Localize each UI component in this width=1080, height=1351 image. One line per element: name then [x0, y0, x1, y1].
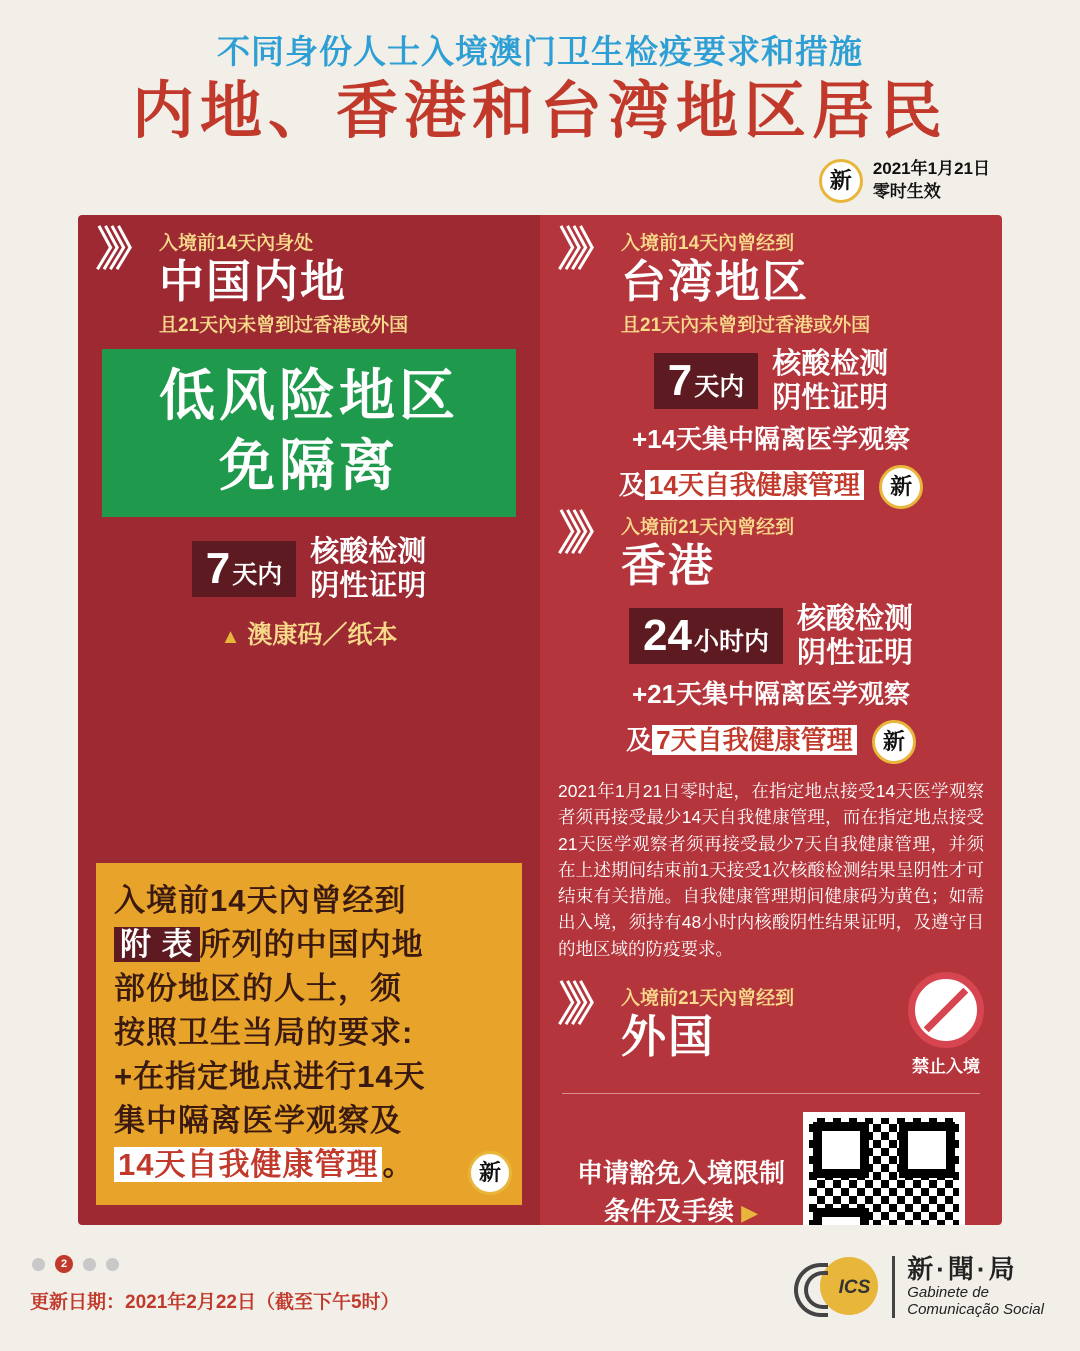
appendix-t6: 集中隔离医学观察及	[114, 1103, 402, 1139]
content-panels	[78, 215, 1002, 1225]
arrow-right-icon: ▶	[741, 1199, 759, 1225]
appendix-chip: 附 表	[114, 927, 200, 962]
appendix-t3: 部份地区的人士，须	[114, 971, 402, 1007]
hongkong-days-chip	[629, 608, 783, 664]
mainland-heading	[95, 223, 522, 337]
hongkong-self-health-line	[558, 720, 984, 764]
chevron-right-icon: 》》	[557, 978, 608, 1030]
hongkong-self-health-prefix: 及	[626, 724, 653, 755]
taiwan-region-name: 台湾地区	[621, 256, 810, 308]
mainland-test-label	[310, 535, 426, 603]
taiwan-self-health-highlight: 14天自我健康管理	[645, 470, 864, 500]
hongkong-heading	[557, 507, 984, 592]
panel-taiwan-hk-foreign	[540, 215, 1002, 1225]
taiwan-pre-label: 入境前14天內曾经到	[621, 233, 795, 255]
taiwan-heading	[557, 223, 984, 337]
mainland-days-unit: 天内	[232, 561, 283, 590]
mainland-test-line1: 核酸检测	[310, 536, 427, 569]
foreign-region-name: 外国	[621, 1010, 716, 1062]
exemption-qr-row	[558, 1112, 984, 1226]
taiwan-quarantine-line: +14天集中隔离医学观察	[631, 424, 911, 455]
foreign-heading	[557, 978, 795, 1063]
hongkong-quarantine-line: +21天集中隔离医学观察	[631, 679, 911, 710]
triangle-icon: ▲	[220, 626, 241, 649]
logo-divider	[892, 1256, 895, 1318]
appendix-notice-box	[96, 863, 522, 1205]
logo	[794, 1251, 1044, 1323]
hongkong-pre-label: 入境前21天內曾经到	[621, 517, 795, 539]
foreign-section	[558, 972, 984, 1077]
taiwan-test-line1: 核酸检测	[772, 348, 889, 381]
taiwan-note: 且21天內未曾到过香港或外国	[621, 315, 871, 337]
qr-code-icon[interactable]	[803, 1112, 965, 1226]
mainland-days-number: 7	[205, 544, 231, 594]
chevron-right-icon: 》》	[557, 507, 608, 560]
hongkong-test-label	[797, 602, 913, 670]
header	[0, 0, 1080, 203]
exemption-line2	[577, 1193, 785, 1226]
page-title: 内地、香港和台湾地区居民	[131, 77, 948, 147]
hongkong-new-badge-icon: 新	[872, 720, 916, 764]
mainland-region-name: 中国内地	[159, 256, 348, 308]
appendix-notice-text	[114, 879, 504, 1187]
logo-mark-icon	[794, 1251, 880, 1323]
green-line-2: 免隔离	[219, 434, 399, 498]
policy-paragraph: 2021年1月21日零时起，在指定地点接受14天医学观察者须再接受最少14天自我健康管理，而在指定地点接受21天医学观察者须再接受最少7天自我健康管理，并须在上述期间结束前1天接受1次核酸检测结果呈阴性才可结束有关措施。自我健康管理期间健康码为黄色；如需出入境，须持有48小时内核酸阴性结果证明，及遵守目的地区域的防疫要求。	[558, 781, 984, 959]
health-code-line	[96, 615, 522, 651]
taiwan-new-badge-icon: 新	[879, 465, 923, 509]
taiwan-test-requirement	[558, 347, 984, 415]
page-dot[interactable]	[83, 1258, 96, 1271]
appendix-highlight: 14天自我健康管理	[114, 1147, 382, 1182]
effective-date-line1: 2021年1月21日	[872, 158, 990, 178]
taiwan-self-health-prefix: 及	[618, 470, 645, 501]
mainland-test-line2: 阴性证明	[310, 570, 427, 603]
logo-text	[907, 1255, 1044, 1318]
low-risk-no-quarantine-box	[102, 349, 516, 517]
mainland-test-requirement	[96, 535, 522, 603]
taiwan-test-label	[772, 347, 888, 415]
no-entry-label: 禁止入境	[912, 1056, 980, 1076]
appendix-t1: 入境前14天內曾经到	[114, 883, 407, 919]
appendix-t4: 按照卫生当局的要求:	[114, 1015, 414, 1051]
effective-date-text	[873, 158, 990, 204]
page-subtitle: 不同身份人士入境澳门卫生检疫要求和措施	[217, 33, 863, 70]
hongkong-self-health-highlight: 7天自我健康管理	[652, 725, 856, 755]
logo-text-pt-line1: Gabinete de	[907, 1284, 989, 1302]
taiwan-self-health-line	[558, 465, 984, 509]
logo-text-cn: 新·聞·局	[907, 1254, 1018, 1285]
hongkong-days-unit: 小时内	[693, 628, 769, 657]
logo-ics-text: ICS	[838, 1277, 871, 1298]
health-code-text: 澳康码／纸本	[247, 621, 398, 650]
page-dot[interactable]	[106, 1258, 119, 1271]
page-indicator	[32, 1255, 119, 1273]
hongkong-region-name: 香港	[621, 540, 716, 592]
page-dot[interactable]	[32, 1258, 45, 1271]
logo-text-pt-line2: Comunicação Social	[907, 1301, 1044, 1319]
exemption-line1: 申请豁免入境限制	[576, 1158, 785, 1189]
appendix-t5: +在指定地点进行14天	[114, 1059, 426, 1095]
taiwan-days-number: 7	[667, 356, 693, 406]
updated-date: 更新日期：2021年2月22日（截至下午5时）	[30, 1292, 400, 1313]
orange-new-badge-icon: 新	[468, 1151, 512, 1195]
hongkong-test-requirement	[558, 602, 984, 670]
exemption-text	[577, 1155, 785, 1225]
hongkong-test-line2: 阴性证明	[796, 637, 913, 670]
chevron-right-icon: 》》	[95, 223, 146, 276]
hongkong-days-number: 24	[643, 611, 692, 661]
mainland-note: 且21天內未曾到过香港或外国	[159, 315, 409, 337]
panel-mainland	[78, 215, 540, 1225]
mainland-pre-label: 入境前14天內身处	[159, 233, 314, 255]
taiwan-days-chip	[654, 353, 759, 409]
taiwan-test-line2: 阴性证明	[772, 382, 889, 415]
green-line-1: 低风险地区	[159, 364, 459, 428]
new-badge-icon: 新	[819, 159, 863, 203]
no-entry-block	[908, 972, 984, 1077]
effective-date-row	[0, 158, 990, 204]
mainland-days-chip	[192, 541, 297, 597]
chevron-right-icon: 》》	[557, 223, 608, 276]
taiwan-days-unit: 天内	[694, 373, 745, 402]
foreign-pre-label: 入境前21天內曾经到	[621, 988, 795, 1009]
section-divider	[562, 1093, 980, 1094]
appendix-t2: 所列的中国内地	[199, 927, 424, 963]
page-dot-current[interactable]: 2	[55, 1255, 73, 1273]
appendix-tail: 。	[382, 1147, 415, 1183]
hongkong-test-line1: 核酸检测	[796, 602, 913, 635]
footer	[0, 1241, 1080, 1351]
no-entry-icon	[908, 972, 984, 1048]
exemption-line2-text: 条件及手续	[603, 1195, 734, 1226]
effective-date-line2: 零时生效	[872, 181, 941, 201]
